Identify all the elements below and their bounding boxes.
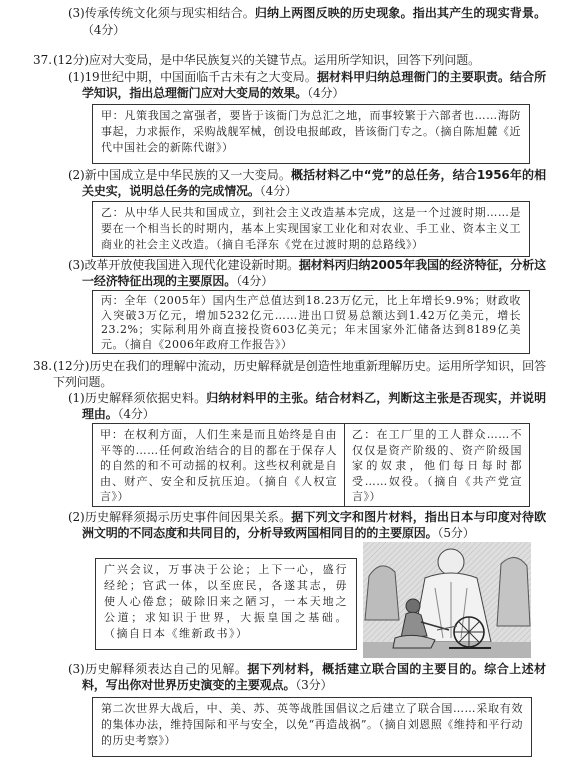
question-37-part-2	[68, 167, 546, 199]
question-task: 据下列文字和图片材料，指出日本与印度对待欧洲文明的不同态度和共同目的，分析导致两国相同目的的主要原因。	[82, 510, 547, 540]
question-lead: 新中国成立是中华民族的又一大变局。	[84, 168, 292, 182]
material-cell-jia-rights-declaration: 甲：在权利方面，人们生来是而且始终是自由平等的……任何政治结合的目的都在于保存人的自然的和不可动摇的权利。这些权利就是自由、财产、安全和反抗压迫。（摘自《人权宣言》）	[93, 424, 345, 506]
material-cell-yi-communist-manifesto: 乙：在工厂里的工人群众……不仅仅是资产阶级的、资产阶级国家的奴隶，他们每日每时都受……奴役。（摘自《共产党宣言》）	[352, 428, 522, 503]
question-38-number: 38.	[33, 359, 53, 373]
part-number: (1)	[68, 391, 85, 405]
question-37-part-1	[68, 69, 546, 101]
question-38-part-3	[68, 661, 546, 693]
question-37-part-3	[68, 257, 546, 289]
material-box-bing-2005-economy: 丙：全年（2005年）国内生产总值达到18.23万亿元，比上年增长9.9%；财政收入突破3万亿元，增加5232亿元……进出口贸易总额达到1.42万亿美元，增长23.2%；实际利用外商直接投资603亿美元；年末国家外汇储备达到8189亿美元。（摘自《2006年政府工作报告》）	[92, 290, 530, 354]
right-statue-figure	[497, 557, 530, 626]
question-score: （4分）	[307, 86, 345, 100]
question-task: 据材料丙归纳2005年我国的经济特征，分析这一经济特征出现的主要原因。	[82, 258, 546, 288]
part-number: (3)	[68, 6, 85, 20]
question-37-number: 37.	[33, 53, 53, 67]
material-box-yi-general-line: 乙：从中华人民共和国成立，到社会主义改造基本完成，这是一个过渡时期……是要在一个相当长的时期内，基本上实现国家工业化和对农业、手工业、资本主义工商业的社会主义改造。（摘自毛泽东《党在过渡时期的总路线》）	[92, 201, 530, 257]
part-number: (3)	[68, 258, 85, 272]
question-score: （4分）	[236, 274, 274, 288]
question-task: 据下列材料，概括建立联合国的主要目的。综合上述材料，写出你对世界历史演变的主要观点。	[82, 662, 546, 692]
ground	[363, 642, 531, 658]
question-lead: 19世纪中期，中国面临千古未有之大变局。	[84, 70, 317, 84]
part-number: (2)	[68, 168, 85, 182]
question-lead: 历史解释须依据史料。	[84, 391, 207, 405]
material-box-japan-meiji: 广兴会议，万事决于公论；上下一心，盛行经纶；官武一体，以至庶民，各遂其志，毋使人心倦怠；破除旧来之陋习，一本天地之公道；求知识于世界，大振皇国之基础。（摘自日本《维新政书》）	[95, 558, 357, 650]
question-lead: 历史解释须揭示历史事件间因果关系。	[84, 510, 292, 524]
question-38-part-2	[68, 509, 546, 541]
part-number: (2)	[68, 510, 85, 524]
question-38-intro: (12分)历史在我们的理解中流动，历史解释就是创造性地重新理解历史。运用所学知识，回答下列问题。	[53, 359, 546, 389]
question-task: 归纳材料甲的主张。结合材料乙，判断这主张是否现实，并说明理由。	[82, 391, 546, 421]
question-score: （5分）	[437, 526, 475, 540]
question-lead: 传承传统文化须与现实相结合。	[84, 6, 255, 20]
question-score: （4分）	[259, 184, 297, 198]
material-box-jia-zongli-yamen: 甲：凡策我国之富强者，要皆于该衙门为总汇之地，而事较繁于六部者也……海防事起，力求振作，采购战舰军械，创设电报邮政，皆该衙门专之。（摘自陈旭麓《近代中国社会的新陈代谢》）	[92, 104, 530, 164]
part-number: (1)	[68, 70, 85, 84]
question-task: 据材料甲归纳总理衙门的主要职责。结合所学知识，指出总理衙门应对大变局的效果。	[82, 70, 546, 100]
part-number: (3)	[68, 662, 85, 676]
question-score: （3分）	[295, 678, 333, 692]
spinning-wheel-spokes	[454, 617, 484, 647]
question-part-culture-heritage	[68, 5, 546, 39]
question-lead: 改革开放使我国进入现代化建设新时期。	[84, 258, 299, 272]
seated-man-head	[406, 599, 420, 613]
question-task: 概括材料乙中“党”的总任务，结合1956年的相关史实，说明总任务的完成情况。	[82, 168, 547, 198]
material-table-two-columns	[92, 423, 530, 507]
question-score: （4分）	[117, 407, 155, 421]
question-score: （4分）	[82, 23, 126, 37]
material-box-united-nations: 第二次世界大战后，中、美、苏、英等战胜国倡议之后建立了联合国……采取有效的集体办法，维持国际和平与安全，以免“再造战祸”。（摘自刘恩照《维持和平行动的历史考察》）	[92, 697, 532, 757]
left-statue-figure	[365, 566, 399, 620]
question-38-part-1	[68, 390, 546, 422]
question-37-intro: (12分)应对大变局，是中华民族复兴的关键节点。运用所学知识，回答下列问题。	[53, 53, 480, 67]
question-task: 归纳上两图反映的历史现象。指出其产生的现实背景。	[254, 6, 546, 20]
central-figure-head	[438, 549, 464, 575]
gandhi-spinning-wheel-illustration	[363, 542, 531, 658]
question-lead: 历史解释须表达自己的见解。	[84, 662, 248, 676]
